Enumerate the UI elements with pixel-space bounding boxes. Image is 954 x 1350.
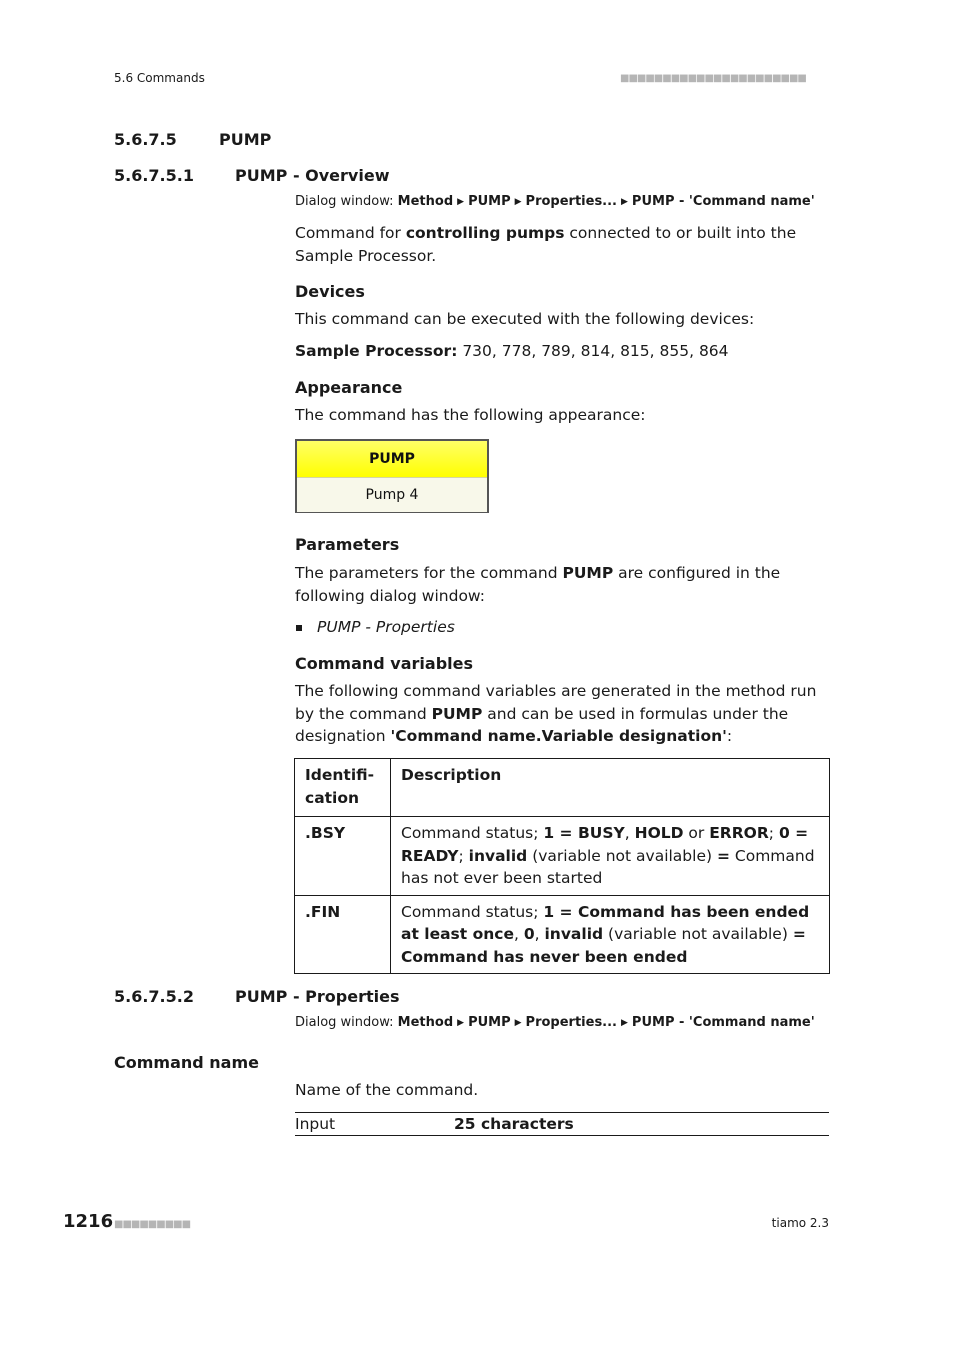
text-bold: invalid [544, 925, 604, 943]
command-appearance-box [295, 439, 489, 513]
parameters-text [295, 562, 829, 607]
text-bold: HOLD [634, 824, 684, 842]
bullet-icon [296, 625, 302, 631]
command-box-subtitle: Pump 4 [297, 478, 487, 512]
text: Command for [295, 224, 406, 242]
text: or [683, 824, 710, 842]
arrow-right-icon: ▶ [457, 1018, 465, 1028]
running-header-section: 5.6 Commands [114, 71, 205, 85]
heading-title: PUMP - Overview [235, 166, 390, 185]
text-bold: controlling pumps [405, 224, 565, 242]
appearance-text: The command has the following appearance: [295, 406, 646, 424]
text: The parameters for the command [295, 564, 563, 582]
arrow-right-icon: ▶ [514, 1018, 522, 1028]
command-box-title: PUMP [297, 441, 487, 478]
text: Command status; [401, 824, 544, 842]
text: Command has not ever been started [401, 846, 815, 887]
dialog-path-command-name: PUMP - 'Command name' [631, 1015, 815, 1030]
command-variables-heading: Command variables [295, 654, 473, 673]
text-bold: = Command has never been ended [401, 925, 806, 966]
heading-number: 5.6.7.5.2 [114, 987, 194, 1006]
table-header-row [295, 759, 830, 817]
command-variables-text [295, 680, 829, 748]
devices-label: Sample Processor: [295, 342, 458, 360]
dialog-path-properties: Properties... [525, 1015, 617, 1030]
footer-product: tiamo 2.3 [771, 1216, 829, 1230]
dialog-path-method: Method [397, 1015, 454, 1030]
table-cell-id: .FIN [295, 895, 391, 974]
parameters-heading: Parameters [295, 535, 400, 554]
text-bold: 0 [523, 925, 535, 943]
heading-pump-overview [114, 166, 389, 185]
appearance-heading: Appearance [295, 378, 403, 397]
text: The following command variables are generated in the method run by the command [295, 682, 817, 723]
table-row [295, 895, 830, 974]
text: ; [768, 824, 779, 842]
text-bold: 1 = Command has been ended at least once [401, 902, 810, 943]
text-bold: invalid [468, 846, 528, 865]
devices-value: 730, 778, 789, 814, 815, 855, 864 [457, 342, 729, 360]
dialog-path-properties: Properties... [525, 194, 617, 209]
text: ; [458, 846, 469, 865]
text-bold: PUMP [431, 704, 483, 723]
table-header-description: Description [391, 759, 830, 817]
input-value: 25 characters [454, 1115, 574, 1133]
text: (variable not available) [527, 846, 717, 865]
command-name-heading: Command name [114, 1053, 259, 1072]
arrow-right-icon: ▶ [514, 197, 522, 207]
page-number: 1216 [63, 1211, 114, 1232]
heading-title: PUMP - Properties [235, 987, 400, 1006]
table-header-identification: Identifi- cation [295, 759, 391, 817]
parameters-list-item: PUMP - Properties [317, 618, 455, 636]
dialog-path-pump: PUMP [468, 194, 511, 209]
heading-pump [114, 130, 271, 149]
text-bold: 1 = BUSY [543, 824, 625, 842]
heading-number: 5.6.7.5 [114, 130, 177, 149]
running-header-dots: ■■■■■■■■■■■■■■■■■■■■■■ [620, 73, 806, 84]
dialog-path-properties [295, 1015, 815, 1030]
text: are configured in the following dialog window: [295, 564, 781, 605]
dialog-path-overview [295, 194, 815, 209]
text: , [624, 824, 635, 842]
heading-title: PUMP [219, 130, 272, 149]
text-bold: PUMP [562, 564, 614, 582]
dialog-prefix: Dialog window: [295, 1015, 394, 1030]
table-cell-id: .BSY [295, 817, 391, 896]
text-bold: ERROR [709, 824, 769, 842]
devices-heading: Devices [295, 282, 365, 301]
arrow-right-icon: ▶ [621, 197, 628, 207]
table-cell-description [391, 817, 830, 896]
text-bold: 0 = READY [401, 824, 809, 865]
dialog-path-pump: PUMP [468, 1015, 511, 1030]
table-row [295, 817, 830, 896]
text: , [513, 925, 524, 943]
footer-dots: ■■■■■■■■■ [114, 1219, 191, 1230]
input-label: Input [295, 1115, 336, 1133]
command-variables-table [294, 758, 830, 974]
text: : [726, 727, 733, 745]
dialog-path-command-name: PUMP - 'Command name' [631, 194, 815, 209]
text: connected to or built into the Sample Processor. [295, 224, 797, 265]
command-name-text: Name of the command. [295, 1081, 479, 1099]
dialog-prefix: Dialog window: [295, 194, 394, 209]
intro-paragraph [295, 222, 829, 267]
table-cell-description [391, 895, 830, 974]
input-spec-row [295, 1112, 829, 1136]
heading-number: 5.6.7.5.1 [114, 166, 194, 185]
text-bold: 'Command name.Variable designation' [390, 727, 727, 745]
text: , [534, 925, 545, 943]
arrow-right-icon: ▶ [621, 1018, 628, 1028]
devices-text: This command can be executed with the following devices: [295, 310, 755, 328]
text: (variable not available) [603, 925, 793, 943]
arrow-right-icon: ▶ [457, 197, 465, 207]
heading-pump-properties [114, 987, 399, 1006]
text: and can be used in formulas under the designation [295, 704, 789, 745]
text-bold: = [716, 846, 730, 865]
devices-list [295, 340, 829, 363]
text: Command status; [401, 902, 544, 921]
dialog-path-method: Method [397, 194, 454, 209]
